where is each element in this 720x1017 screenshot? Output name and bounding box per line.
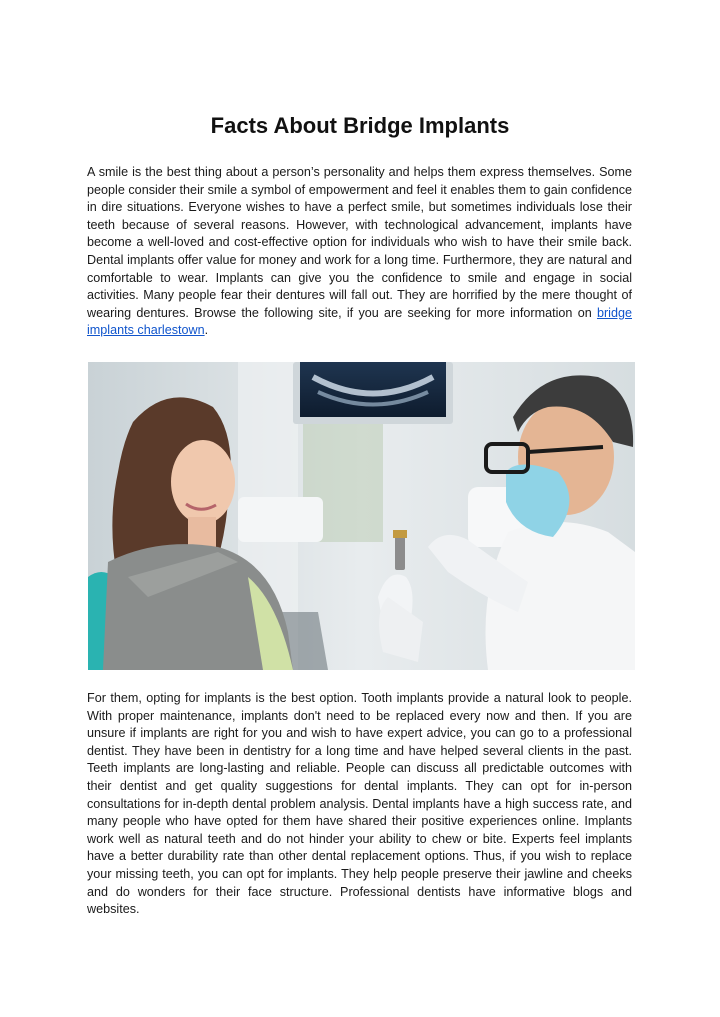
implants-paragraph: For them, opting for implants is the best option. Tooth implants provide a natural look to people. With proper maintenance, implants don't need to be replaced every now and then. If you are unsure if implants are right for you and wish to have expert advice, you can go to a professional dentist. They have been in dentistry for a long time and have helped several clients in the past. Teeth implants are long-lasting and reliable. People can discuss all predictable outcomes with their dentist and get quality suggestions for dental implants. They can opt for in-person consultations for in-depth dental problem analysis. Dental implants have a high success rate, and many people who have opted for them have shared their positive experiences online. Implants work well as natural teeth and do not hinder your ability to chew or bite. Experts feel implants have a better durability rate than other dental replacement options. Thus, if you wish to replace your missing teeth, you can opt for implants. They help people preserve their jawline and cheeks and do wonders for their face structure. Professional dentists have informative blogs and websites. (87, 691, 632, 917)
intro-paragraph-text: A smile is the best thing about a person’s personality and helps them express themselves. Some people consider their smile a symbol of empowerment and feel it enables them to gain confidence in dire situations. Everyone wishes to have a perfect smile, but sometimes individuals lose their teeth because of several reasons. However, with technological advancement, implants have become a well-loved and cost-effective option for individuals who wish to have their smile back. Dental implants offer value for money and work for a long time. Furthermore, they are natural and comfortable to wear. Implants can give you the confidence to smile and engage in social activities. Many people fear their dentures will fall out. They are horrified by the mere thought of wearing dentures. Browse the following site, if you are seeking for more information on (87, 165, 632, 320)
intro-paragraph (87, 164, 632, 340)
bridge-implants-link[interactable]: bridge implants charlestown (87, 305, 632, 338)
page-title: Facts About Bridge Implants (210, 113, 510, 138)
dentist-patient-photo (88, 362, 635, 670)
intro-paragraph-trailing: . (204, 323, 209, 338)
